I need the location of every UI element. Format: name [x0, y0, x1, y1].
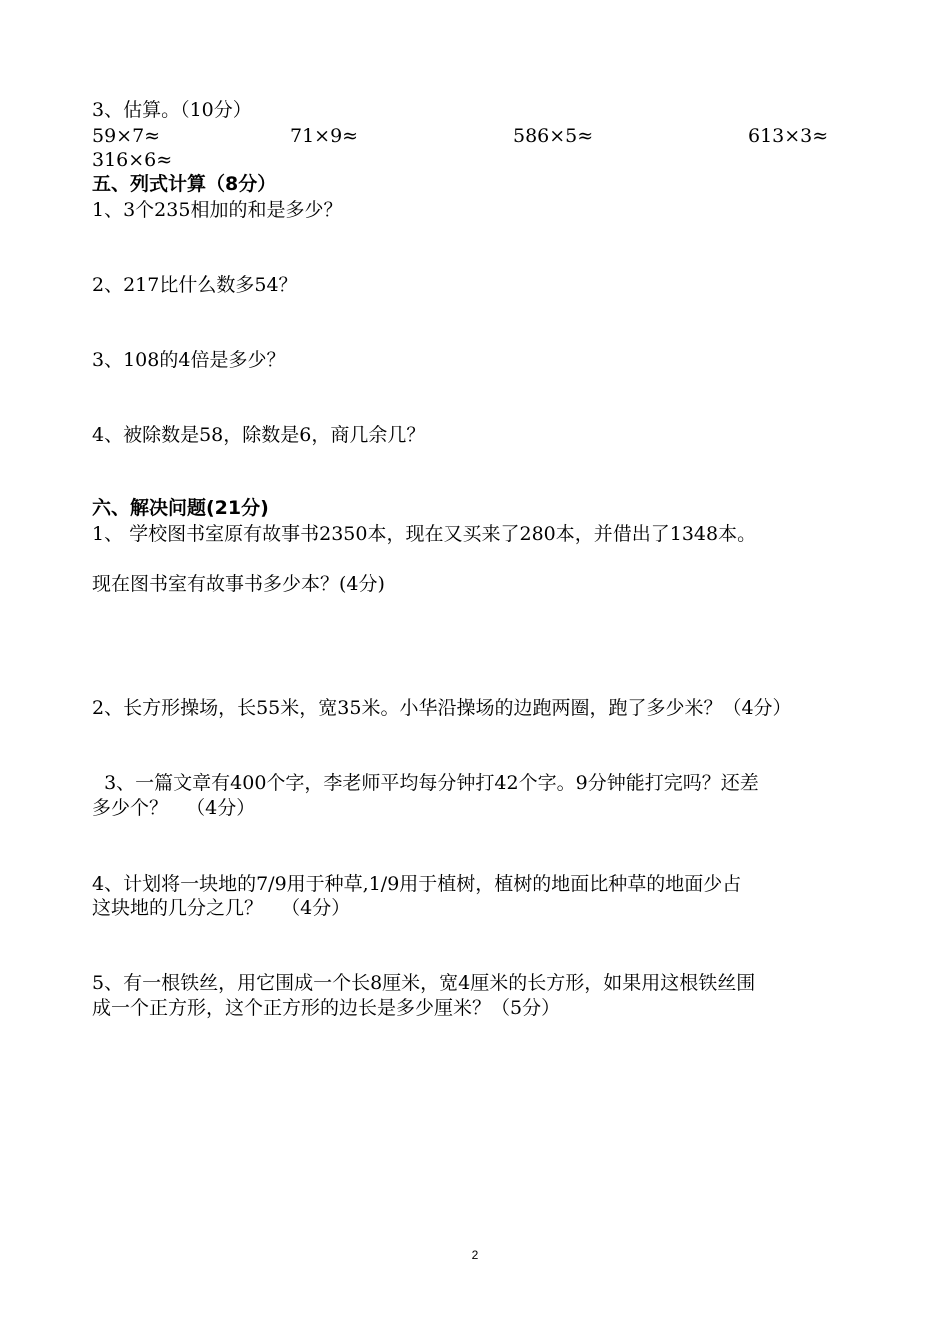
page-number: 2	[471, 1248, 479, 1262]
question-5-4: 4、被除数是58，除数是6，商几余几？	[92, 424, 426, 446]
question-5-1: 1、3个235相加的和是多少？	[92, 199, 343, 221]
question-6-4-line1: 4、计划将一块地的7/9用于种草,1/9用于植树，植树的地面比种草的地面少占	[92, 873, 742, 895]
question-5-3: 3、108的4倍是多少？	[92, 349, 286, 371]
question-6-1-line1: 1、 学校图书室原有故事书2350本，现在又买来了280本，并借出了1348本。	[92, 523, 757, 545]
question-6-5-line2: 成一个正方形，这个正方形的边长是多少厘米？（5分）	[92, 997, 561, 1019]
estimation-item: 316×6≈	[92, 149, 173, 171]
question-6-2: 2、长方形操场，长55米，宽35米。小华沿操场的边跑两圈，跑了多少米？（4分）	[92, 697, 792, 719]
section-heading-6: 六、解决问题(21分)	[92, 497, 269, 519]
estimation-item: 71×9≈	[290, 125, 359, 147]
estimation-item: 613×3≈	[748, 125, 829, 147]
question-6-5-line1: 5、有一根铁丝，用它围成一个长8厘米，宽4厘米的长方形，如果用这根铁丝围	[92, 972, 756, 994]
question-6-3-line1: 3、一篇文章有400个字，李老师平均每分钟打42个字。9分钟能打完吗？还差	[92, 772, 759, 794]
estimation-item: 586×5≈	[513, 125, 594, 147]
estimation-title: 3、估算。（10分）	[92, 99, 252, 121]
question-6-3-line2: 多少个？ （4分）	[92, 797, 256, 819]
section-heading-5: 五、列式计算（8分）	[92, 173, 277, 195]
question-6-1-line2: 现在图书室有故事书多少本？(4分)	[92, 573, 385, 595]
question-5-2: 2、217比什么数多54？	[92, 274, 298, 296]
estimation-item: 59×7≈	[92, 125, 161, 147]
question-6-4-line2: 这块地的几分之几？ （4分）	[92, 897, 351, 919]
